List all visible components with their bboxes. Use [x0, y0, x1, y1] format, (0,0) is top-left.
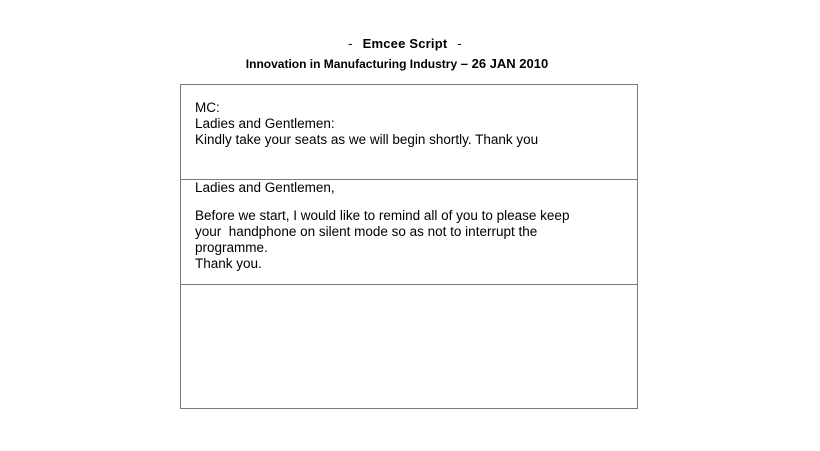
script-line: Ladies and Gentlemen: [195, 116, 335, 131]
script-line: Thank you. [195, 256, 262, 271]
paragraph-gap [195, 196, 627, 208]
title-dash-left: - [348, 36, 353, 51]
subtitle-event: Innovation in Manufacturing Industry [245, 57, 458, 71]
script-line: your handphone on silent mode so as not to interrupt the [195, 224, 538, 239]
script-row-3-empty [181, 285, 637, 408]
script-table [180, 84, 638, 409]
script-line: Kindly take your seats as we will begin shortly. Thank you [195, 132, 539, 147]
script-line: programme. [195, 240, 268, 255]
script-row-2 [181, 180, 637, 285]
document-title [0, 36, 810, 51]
subtitle-separator: – [457, 56, 472, 71]
subtitle-date: 26 JAN 2010 [471, 56, 549, 71]
script-line: Before we start, I would like to remind all of you to please keep [195, 208, 570, 223]
title-dash-right: - [457, 36, 462, 51]
document-subtitle [0, 56, 794, 71]
script-row-1 [181, 85, 637, 180]
greeting-line: Ladies and Gentlemen, [195, 180, 335, 195]
title-text: Emcee Script [362, 36, 448, 51]
speaker-label: MC: [195, 100, 220, 115]
